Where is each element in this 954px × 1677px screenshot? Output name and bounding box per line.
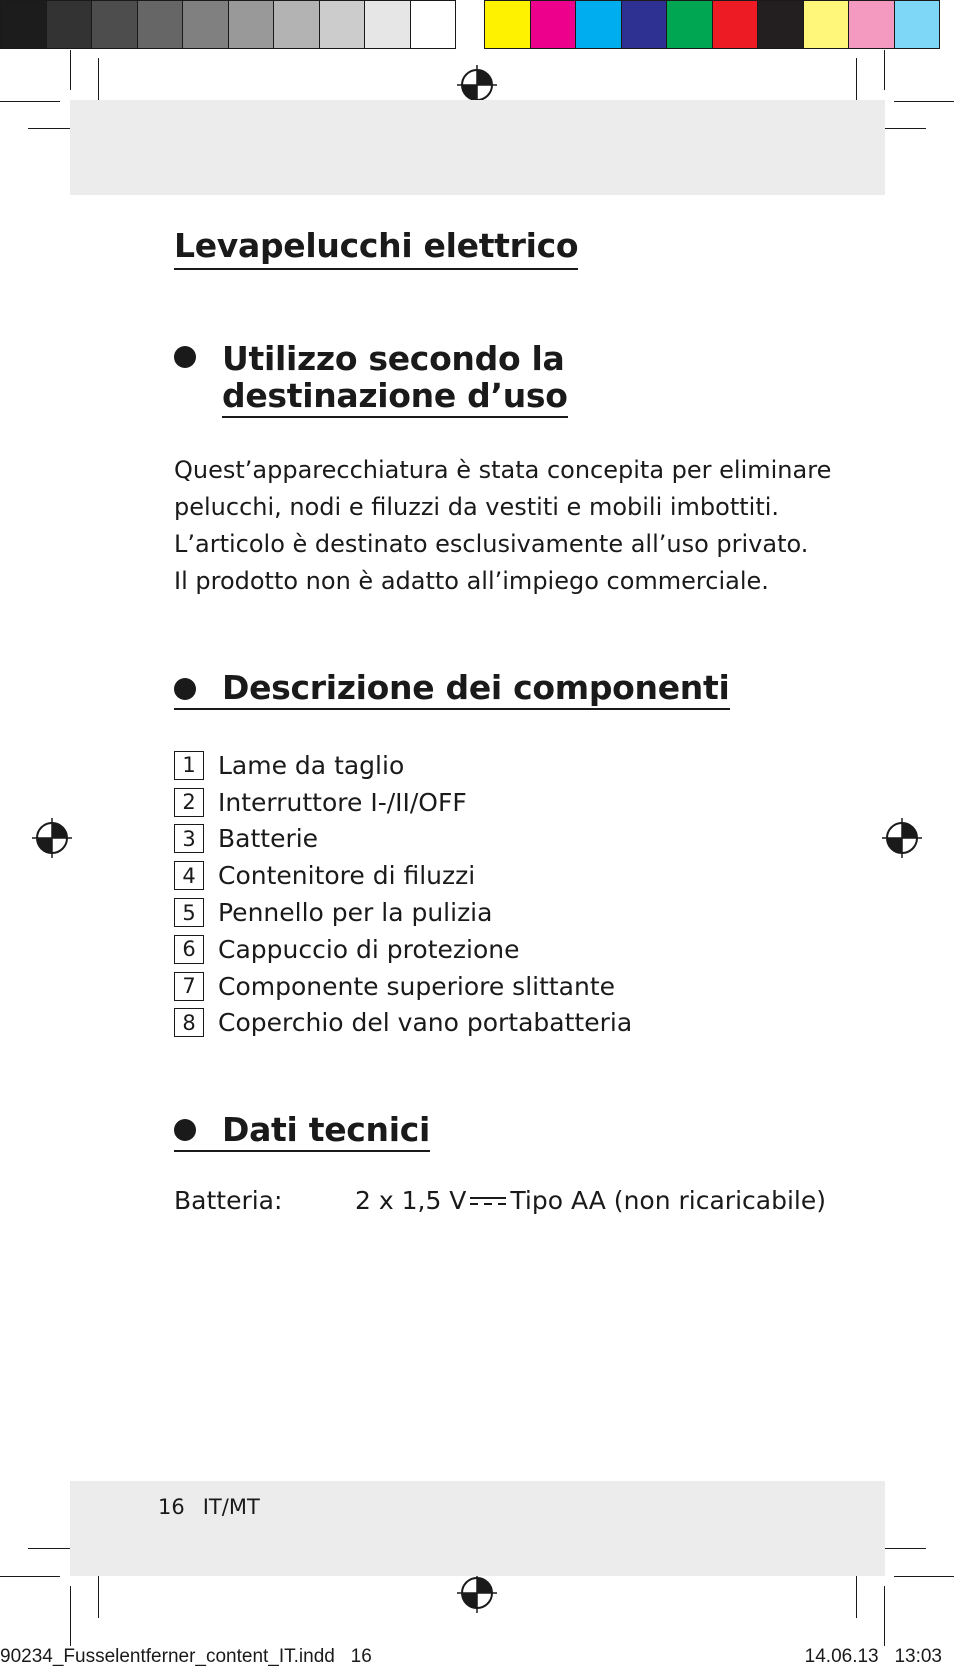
list-item: [174, 1005, 632, 1042]
paragraph-line: L’articolo è destinato esclusivamente all’uso privato.: [174, 530, 809, 558]
battery-label: Batteria:: [174, 1186, 283, 1215]
section-heading: [222, 340, 568, 418]
registration-mark-icon: [457, 1573, 497, 1613]
list-item: [174, 784, 632, 821]
bullet-icon: [174, 678, 196, 700]
gray-swatch: [46, 0, 92, 49]
color-swatch: [848, 0, 894, 49]
crop-mark: [884, 50, 885, 90]
gray-swatch: [319, 0, 365, 49]
gray-swatch: [273, 0, 319, 49]
gray-swatch: [364, 0, 410, 49]
slug-filename: 90234_Fusselentferner_content_IT.indd 16: [0, 1646, 372, 1667]
component-number: 1: [174, 751, 204, 780]
page-number: 16: [158, 1495, 185, 1519]
page-footer: [158, 1495, 278, 1519]
section-components: [174, 669, 730, 710]
header-band: [70, 100, 885, 195]
component-label: Pennello per la pulizia: [218, 898, 493, 928]
registration-mark-icon: [457, 65, 497, 105]
component-label: Contenitore di filuzzi: [218, 861, 476, 891]
heading-underline: [174, 708, 222, 710]
component-label: Componente superiore slittante: [218, 971, 616, 1001]
crop-mark: [0, 1576, 60, 1577]
list-item: [174, 968, 632, 1005]
component-label: Lame da taglio: [218, 750, 405, 780]
gray-swatch: [228, 0, 274, 49]
color-swatch: [803, 0, 849, 49]
registration-mark-icon: [32, 818, 72, 858]
color-swatch: [621, 0, 667, 49]
crop-mark: [70, 50, 71, 90]
slug-datetime: 14.06.13 13:03: [804, 1646, 942, 1667]
section-heading-line: Utilizzo secondo la: [222, 339, 565, 378]
crop-mark: [894, 101, 954, 102]
list-item: [174, 821, 632, 858]
list-item: [174, 894, 632, 931]
section-heading: Dati tecnici: [222, 1111, 430, 1152]
section-heading: Descrizione dei componenti: [222, 669, 730, 710]
gray-swatch: [91, 0, 137, 49]
direct-current-icon: [470, 1195, 506, 1207]
components-list: [174, 747, 632, 1041]
color-swatch: [530, 0, 576, 49]
battery-spec-row: [174, 1186, 826, 1215]
color-swatch: [484, 0, 530, 49]
heading-underline: [174, 1150, 222, 1152]
crop-mark: [894, 1576, 954, 1577]
bullet-icon: [174, 346, 196, 368]
crop-mark: [884, 1586, 885, 1646]
crop-mark: [70, 1586, 71, 1646]
gray-swatch: [137, 0, 183, 49]
battery-value-suffix: Tipo AA (non ricaricabile): [510, 1186, 826, 1215]
color-swatch: [712, 0, 758, 49]
component-number: 4: [174, 861, 204, 890]
section-intended-use: [174, 340, 568, 418]
color-swatch: [757, 0, 803, 49]
paragraph-line: pelucchi, nodi e filuzzi da vestiti e mobili imbottiti.: [174, 493, 780, 521]
component-label: Batterie: [218, 824, 319, 854]
gray-swatch: [182, 0, 228, 49]
section-technical-data: [174, 1111, 430, 1152]
gray-calibration-bar: [0, 0, 456, 50]
document-title: Levapelucchi elettrico: [174, 226, 578, 270]
component-number: 2: [174, 788, 204, 817]
gray-swatch: [410, 0, 457, 49]
color-swatch: [575, 0, 621, 49]
paragraph-line: Quest’apparecchiatura è stata concepita per eliminare: [174, 456, 832, 484]
battery-value-prefix: 2 x 1,5 V: [355, 1186, 467, 1215]
component-number: 3: [174, 824, 204, 853]
list-item: [174, 931, 632, 968]
registration-mark-icon: [882, 818, 922, 858]
section-heading-line: destinazione d’uso: [222, 377, 568, 418]
component-number: 6: [174, 935, 204, 964]
crop-mark: [0, 101, 60, 102]
list-item: [174, 747, 632, 784]
list-item: [174, 857, 632, 894]
paragraph-line: Il prodotto non è adatto all’impiego commerciale.: [174, 567, 769, 595]
language-code: IT/MT: [202, 1495, 260, 1519]
component-label: Interruttore I-/II/OFF: [218, 787, 467, 817]
component-number: 5: [174, 898, 204, 927]
gray-swatch: [0, 0, 46, 49]
color-calibration-bar: [484, 0, 940, 50]
color-swatch: [894, 0, 941, 49]
intended-use-paragraph: [174, 452, 831, 600]
component-label: Coperchio del vano portabatteria: [218, 1008, 633, 1038]
bullet-icon: [174, 1119, 196, 1141]
color-swatch: [666, 0, 712, 49]
component-number: 7: [174, 972, 204, 1001]
component-number: 8: [174, 1008, 204, 1037]
component-label: Cappuccio di protezione: [218, 934, 520, 964]
